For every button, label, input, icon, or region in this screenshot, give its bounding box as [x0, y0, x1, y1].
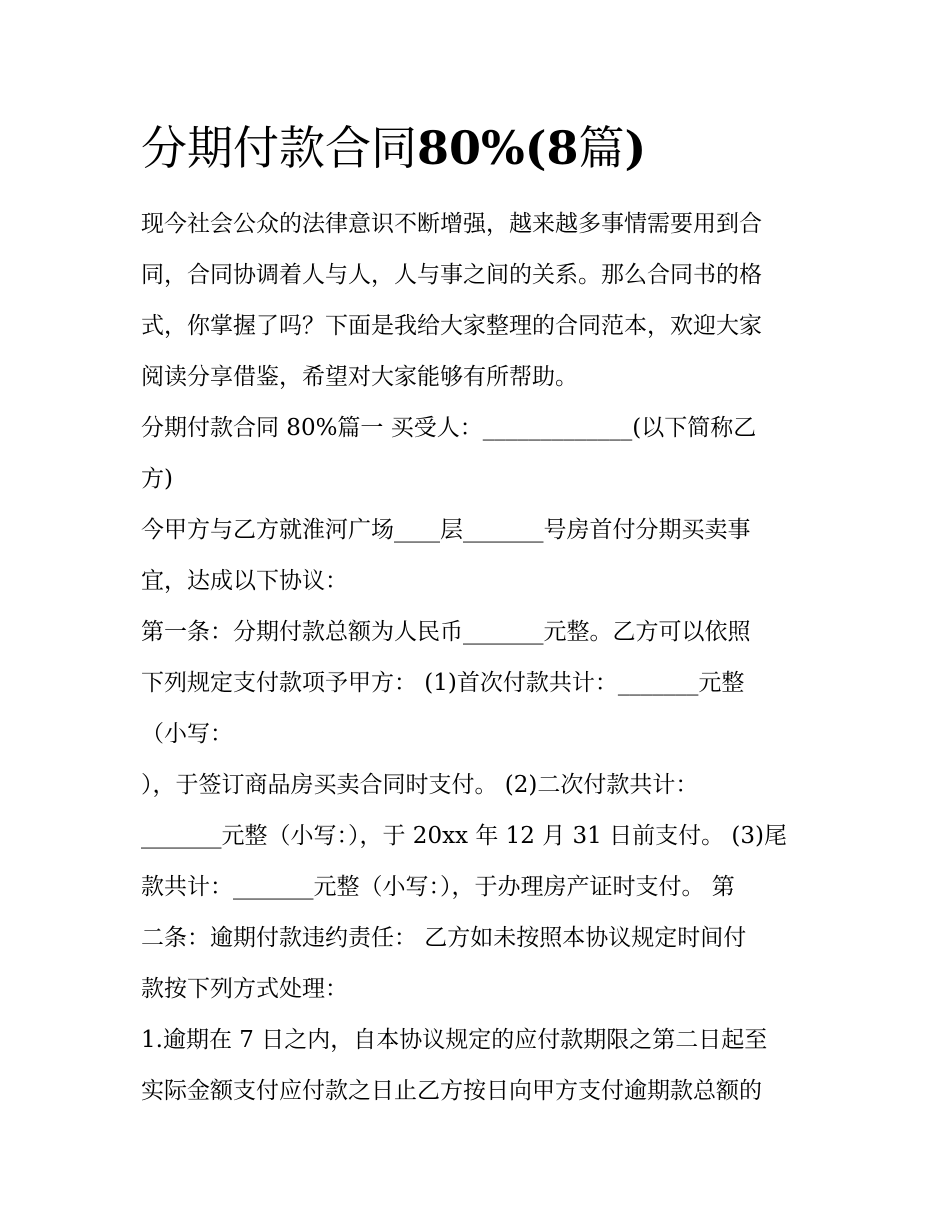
document-body [141, 199, 813, 1117]
article-one-paragraph [141, 607, 813, 1015]
text-line: 实际金额支付应付款之日止乙方按日向甲方支付逾期款总额的 [141, 1078, 762, 1104]
title-cjk-part-1: 分期付款合同 [141, 121, 417, 175]
intro-paragraph [141, 199, 813, 403]
text-line: 下列规定支付款项予甲方： (1)首次付款共计：_______元整 [141, 670, 745, 696]
text-line: （小写： [141, 721, 233, 747]
text-line: 第一条：分期付款总额为人民币_______元整。乙方可以依照 [141, 619, 751, 645]
text-line: 宜，达成以下协议： [141, 568, 348, 594]
text-line: 式，你掌握了吗？下面是我给大家整理的合同范本，欢迎大家 [141, 313, 762, 339]
text-line: 阅读分享借鉴，希望对大家能够有所帮助。 [141, 364, 578, 390]
buyer-paragraph [141, 403, 813, 505]
document-title [141, 116, 646, 180]
text-line: ），于签订商品房买卖合同时支付。 (2)二次付款共计： [141, 772, 699, 798]
text-line: 款按下列方式处理： [141, 976, 348, 1002]
text-line: 同，合同协调着人与人，人与事之间的关系。那么合同书的格 [141, 262, 762, 288]
clause-one-paragraph [141, 1015, 813, 1117]
text-line: 款共计：_______元整（小写：），于办理房产证时支付。 第 [141, 874, 735, 900]
text-line: 方) [141, 466, 173, 492]
text-line: 现今社会公众的法律意识不断增强，越来越多事情需要用到合 [141, 211, 762, 237]
title-cjk-part-2: 篇 [578, 121, 625, 175]
agreement-paragraph [141, 505, 813, 607]
text-line: 1.逾期在 7 日之内，自本协议规定的应付款期限之第二日起至 [141, 1027, 768, 1053]
title-latin-part-2: ) [624, 121, 647, 175]
text-line: _______元整（小写：），于 20xx 年 12 月 31 日前支付。 (3)尾 [141, 823, 787, 849]
text-line: 分期付款合同 80%篇一 买受人：_____________(以下简称乙 [141, 415, 757, 441]
text-line: 今甲方与乙方就淮河广场____层_______号房首付分期买卖事 [141, 517, 751, 543]
text-line: 二条：逾期付款违约责任： 乙方如未按照本协议规定时间付 [141, 925, 747, 951]
title-latin-part-1: 80%(8 [417, 121, 579, 175]
